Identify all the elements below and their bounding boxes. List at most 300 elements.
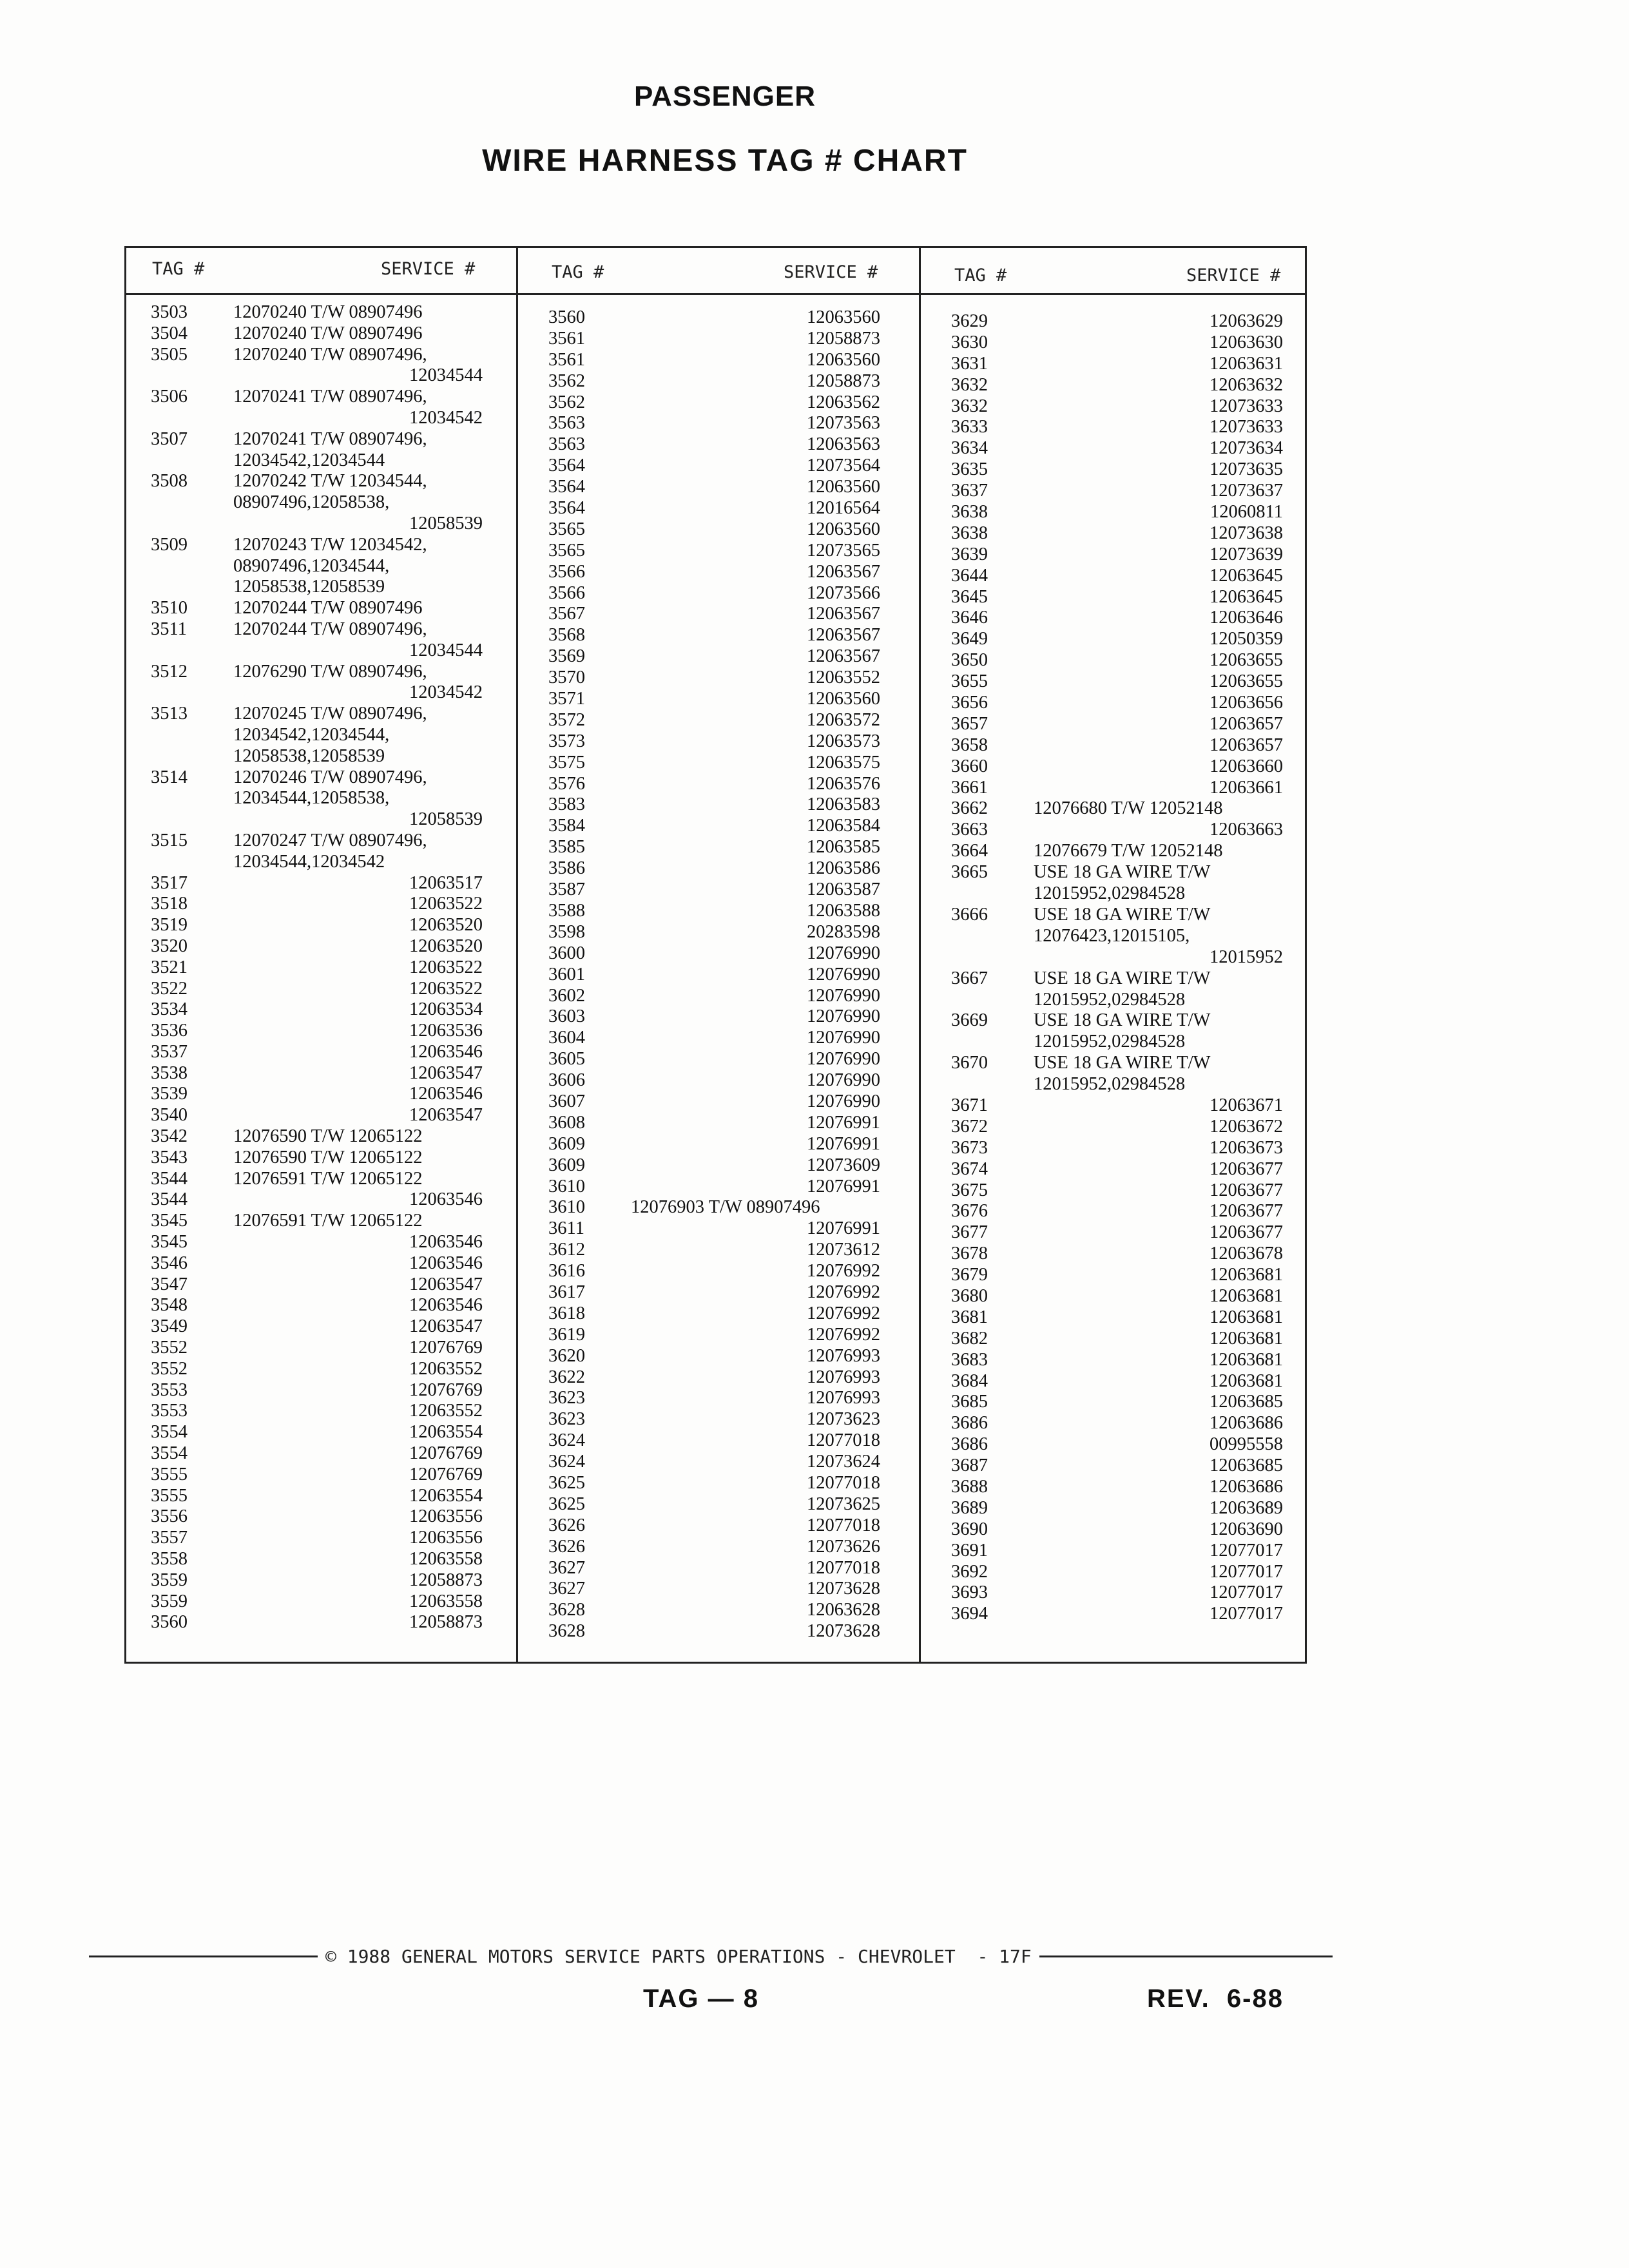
tag-number xyxy=(151,640,233,662)
service-number: 12077018 xyxy=(807,1515,880,1535)
tag-number: 3610 xyxy=(548,1176,585,1196)
table-row xyxy=(951,1519,1283,1541)
service-number: 12076992 xyxy=(807,1324,880,1345)
table-row xyxy=(951,1434,1283,1456)
service-number: 12063677 xyxy=(1210,1180,1283,1200)
service-number: 12050359 xyxy=(1210,629,1283,649)
tag-number: 3663 xyxy=(951,820,988,840)
tag-number: 3552 xyxy=(151,1358,188,1379)
tag-number: 3554 xyxy=(151,1422,188,1443)
tag-number: 3553 xyxy=(151,1401,188,1421)
tag-number: 3688 xyxy=(951,1476,988,1497)
tag-number: 3559 xyxy=(151,1570,188,1590)
service-number: 12063681 xyxy=(1210,1328,1283,1349)
tag-number: 3512 xyxy=(151,661,188,682)
table-row xyxy=(151,1148,483,1169)
service-number: 12063689 xyxy=(1210,1497,1283,1518)
table-row xyxy=(548,562,880,583)
service-number: 12034544,12058538, xyxy=(233,788,390,809)
table-row xyxy=(951,1053,1283,1074)
tag-number: 3619 xyxy=(548,1324,585,1345)
tag-number: 3571 xyxy=(548,689,585,709)
service-number: 12070241 T/W 08907496, xyxy=(233,428,427,449)
service-number: 12063681 xyxy=(1210,1285,1283,1306)
service-number: 12063536 xyxy=(409,1021,483,1041)
table-row xyxy=(951,693,1283,714)
table-row xyxy=(151,852,483,873)
table-row xyxy=(151,915,483,936)
tag-number xyxy=(151,450,233,472)
service-number: 12063547 xyxy=(409,1105,483,1126)
table-row xyxy=(951,905,1283,926)
service-number: 12063583 xyxy=(807,794,880,815)
table-row xyxy=(951,375,1283,396)
service-number: 12076990 xyxy=(807,1028,880,1048)
table-row xyxy=(151,1506,483,1528)
table-row xyxy=(951,1159,1283,1180)
table-row xyxy=(951,1117,1283,1138)
service-number: 08907496,12058538, xyxy=(233,492,390,513)
tag-number xyxy=(151,746,233,767)
tag-number: 3612 xyxy=(548,1240,585,1260)
doc-subtitle: WIRE HARNESS TAG # CHART xyxy=(482,144,968,178)
service-number: 12076993 xyxy=(807,1367,880,1387)
tag-number: 3646 xyxy=(951,608,988,628)
tag-number: 3692 xyxy=(951,1561,988,1582)
service-number: 12015952,02984528 xyxy=(1034,1074,1186,1095)
service-number: 12058539 xyxy=(409,809,483,830)
table-row xyxy=(548,1409,880,1430)
tag-number: 3632 xyxy=(951,374,988,395)
table-row xyxy=(951,756,1283,778)
service-number: 12063546 xyxy=(409,1232,483,1253)
table-row xyxy=(548,1621,880,1642)
service-number: 12063672 xyxy=(1210,1116,1283,1137)
table-row xyxy=(151,831,483,852)
tag-number: 3686 xyxy=(951,1413,988,1434)
service-number: 12076991 xyxy=(807,1176,880,1196)
table-row xyxy=(548,1600,880,1621)
service-number: 12073637 xyxy=(1210,481,1283,501)
service-number: 12058873 xyxy=(807,328,880,349)
table-row xyxy=(151,619,483,640)
table-row xyxy=(548,965,880,986)
service-number: 12073628 xyxy=(807,1621,880,1642)
table-row xyxy=(548,858,880,879)
table-row xyxy=(151,1232,483,1253)
service-number: 12063546 xyxy=(409,1041,483,1062)
table-row xyxy=(548,604,880,625)
service-number: 00995558 xyxy=(1210,1434,1283,1455)
tag-number: 3503 xyxy=(151,302,188,322)
service-number: 12063632 xyxy=(1210,374,1283,395)
table-row xyxy=(548,1558,880,1579)
service-number: 12070240 T/W 08907496 xyxy=(233,323,423,343)
table-row xyxy=(548,816,880,837)
service-number: USE 18 GA WIRE T/W xyxy=(1034,968,1211,988)
table-row xyxy=(151,725,483,746)
tag-number: 3625 xyxy=(548,1472,585,1493)
tag-number: 3566 xyxy=(548,561,585,582)
table-row xyxy=(548,392,880,414)
service-number: 12063685 xyxy=(1210,1392,1283,1412)
service-number: 12058873 xyxy=(409,1570,483,1590)
table-row xyxy=(548,731,880,753)
table-row xyxy=(951,1095,1283,1117)
table-row xyxy=(951,608,1283,629)
service-number: 12073634 xyxy=(1210,438,1283,459)
service-number: 12063567 xyxy=(807,561,880,582)
service-number: 12063522 xyxy=(409,894,483,914)
table-row xyxy=(548,329,880,350)
table-row xyxy=(151,746,483,767)
table-row xyxy=(548,498,880,519)
table-row xyxy=(548,879,880,901)
table-row xyxy=(951,671,1283,693)
table-row xyxy=(151,556,483,577)
tag-number: 3673 xyxy=(951,1137,988,1158)
service-number: 12063677 xyxy=(1210,1222,1283,1243)
table-row xyxy=(548,1367,880,1389)
tag-number: 3585 xyxy=(548,837,585,858)
tag-number: 3691 xyxy=(951,1540,988,1561)
service-number: USE 18 GA WIRE T/W xyxy=(1034,862,1211,883)
tag-number: 3604 xyxy=(548,1028,585,1048)
tag-number: 3521 xyxy=(151,957,188,977)
tag-number: 3522 xyxy=(151,978,188,999)
service-number: 12034544,12034542 xyxy=(233,851,385,872)
tag-number: 3609 xyxy=(548,1133,585,1154)
tag-number: 3572 xyxy=(548,709,585,730)
tag-number: 3508 xyxy=(151,471,188,492)
service-number: 12034542,12034544, xyxy=(233,724,390,745)
tag-number: 3623 xyxy=(548,1388,585,1408)
tag-number: 3611 xyxy=(548,1218,584,1239)
tag-number: 3584 xyxy=(548,816,585,836)
service-number: 12076992 xyxy=(807,1282,880,1302)
revision: REV. 6-88 xyxy=(1147,1984,1284,2013)
col3-service-header: SERVICE # xyxy=(1186,265,1281,285)
service-number: 12063681 xyxy=(1210,1307,1283,1327)
tag-number: 3504 xyxy=(151,323,188,343)
table-row xyxy=(951,1456,1283,1477)
table-row xyxy=(548,1197,880,1218)
tag-number: 3507 xyxy=(151,428,188,449)
tag-number: 3560 xyxy=(548,307,585,327)
service-number: 12063678 xyxy=(1210,1244,1283,1264)
table-row xyxy=(548,689,880,710)
table-row xyxy=(951,566,1283,587)
service-number: 12063677 xyxy=(1210,1158,1283,1179)
service-number: 12063563 xyxy=(807,434,880,455)
tag-number: 3635 xyxy=(951,459,988,480)
service-number: 12015952,02984528 xyxy=(1034,989,1186,1010)
table-row xyxy=(951,735,1283,756)
tag-number: 3546 xyxy=(151,1253,188,1273)
service-number: 12076590 T/W 12065122 xyxy=(233,1147,423,1168)
tag-number: 3666 xyxy=(951,904,988,925)
tag-number: 3677 xyxy=(951,1222,988,1243)
table-row xyxy=(548,1303,880,1325)
service-number: 12063686 xyxy=(1210,1476,1283,1497)
service-number: 12063552 xyxy=(807,668,880,688)
tag-number: 3626 xyxy=(548,1536,585,1557)
col1-tag-header: TAG # xyxy=(152,259,205,279)
tag-number: 3678 xyxy=(951,1244,988,1264)
tag-number: 3660 xyxy=(951,756,988,776)
table-row xyxy=(548,1537,880,1558)
service-number: 12058538,12058539 xyxy=(233,745,385,766)
service-number: 12063575 xyxy=(807,752,880,773)
table-row xyxy=(548,625,880,646)
tag-number xyxy=(151,682,233,704)
tag-number: 3602 xyxy=(548,985,585,1006)
table-row xyxy=(151,788,483,809)
table-row xyxy=(951,311,1283,332)
table-row xyxy=(548,986,880,1007)
tag-number: 3693 xyxy=(951,1582,988,1603)
tag-number: 3511 xyxy=(151,619,187,639)
service-number: 12076990 xyxy=(807,1091,880,1111)
service-number: 12076769 xyxy=(409,1443,483,1464)
service-number: 12063547 xyxy=(409,1274,483,1294)
service-number: 12063520 xyxy=(409,936,483,956)
table-row xyxy=(151,1338,483,1359)
service-number: 12076591 T/W 12065122 xyxy=(233,1211,423,1231)
table-row xyxy=(951,1541,1283,1562)
tag-number: 3628 xyxy=(548,1600,585,1620)
tag-number: 3609 xyxy=(548,1155,585,1175)
service-number: 12063546 xyxy=(409,1189,483,1210)
table-row xyxy=(151,767,483,789)
tag-number: 3553 xyxy=(151,1379,188,1400)
service-number: 12070244 T/W 08907496, xyxy=(233,619,427,639)
table-row xyxy=(951,417,1283,438)
table-row xyxy=(151,1401,483,1422)
service-number: 12076903 T/W 08907496 xyxy=(631,1197,820,1218)
tag-number: 3549 xyxy=(151,1316,188,1337)
tag-number: 3687 xyxy=(951,1456,988,1476)
table-row xyxy=(548,1113,880,1134)
service-number: 12015952,02984528 xyxy=(1034,1032,1186,1052)
tag-number: 3644 xyxy=(951,565,988,586)
service-number: 12063558 xyxy=(409,1549,483,1570)
tag-number: 3685 xyxy=(951,1392,988,1412)
tag-number: 3534 xyxy=(151,999,188,1020)
tag-number: 3555 xyxy=(151,1485,188,1506)
column-3 xyxy=(951,311,1283,1625)
tag-number: 3513 xyxy=(151,704,188,724)
table-row xyxy=(151,1169,483,1190)
table-row xyxy=(951,883,1283,905)
tag-number: 3538 xyxy=(151,1062,188,1083)
service-number: 12076990 xyxy=(807,943,880,963)
table-row xyxy=(548,1346,880,1367)
service-number: 12076423,12015105, xyxy=(1034,925,1190,946)
tag-number xyxy=(951,1032,1034,1053)
table-row xyxy=(548,371,880,392)
tag-number: 3505 xyxy=(151,344,188,365)
table-row xyxy=(151,704,483,725)
service-number: 12073639 xyxy=(1210,544,1283,564)
service-number: 12063588 xyxy=(807,900,880,921)
table-row xyxy=(548,541,880,562)
table-row xyxy=(548,774,880,795)
table-row xyxy=(151,682,483,704)
table-row xyxy=(151,345,483,366)
table-row xyxy=(951,1392,1283,1413)
service-number: 12063517 xyxy=(409,872,483,893)
table-row xyxy=(951,926,1283,947)
service-number: 12076591 T/W 12065122 xyxy=(233,1168,423,1189)
tag-number: 3624 xyxy=(548,1452,585,1472)
tag-number: 3681 xyxy=(951,1307,988,1327)
service-number: 12076990 xyxy=(807,1070,880,1091)
table-row xyxy=(951,629,1283,650)
tag-number: 3645 xyxy=(951,586,988,607)
service-number: 12073564 xyxy=(807,456,880,476)
tag-number: 3575 xyxy=(548,752,585,773)
service-number: 12076991 xyxy=(807,1112,880,1133)
table-row xyxy=(951,1413,1283,1434)
table-row xyxy=(548,413,880,434)
service-number: 12077018 xyxy=(807,1472,880,1493)
table-row xyxy=(951,481,1283,502)
tag-number: 3629 xyxy=(951,311,988,331)
table-row xyxy=(951,1371,1283,1392)
tag-number: 3617 xyxy=(548,1282,585,1302)
service-number: 12077018 xyxy=(807,1557,880,1578)
tag-number: 3517 xyxy=(151,872,188,893)
service-number: 12076990 xyxy=(807,964,880,985)
tag-number xyxy=(151,577,233,598)
service-number: 12016564 xyxy=(807,498,880,519)
table-row xyxy=(151,598,483,619)
table-row xyxy=(548,583,880,604)
tag-number: 3689 xyxy=(951,1497,988,1518)
service-number: 12076991 xyxy=(807,1133,880,1154)
table-row xyxy=(951,714,1283,735)
service-number: 12073624 xyxy=(807,1452,880,1472)
tag-number: 3674 xyxy=(951,1158,988,1179)
service-number: 12063681 xyxy=(1210,1349,1283,1370)
service-number: 12076679 T/W 12052148 xyxy=(1034,841,1223,861)
table-row xyxy=(951,841,1283,862)
service-number: 12070247 T/W 08907496, xyxy=(233,830,427,850)
tag-chart-table xyxy=(124,246,1307,1664)
service-number: 12063520 xyxy=(409,915,483,936)
table-row xyxy=(548,668,880,689)
table-row xyxy=(548,794,880,816)
table-row xyxy=(951,798,1283,820)
tag-number: 3568 xyxy=(548,625,585,646)
tag-number: 3665 xyxy=(951,862,988,883)
service-number: 12058873 xyxy=(807,370,880,391)
service-number: 12034544 xyxy=(409,365,483,386)
service-number: 12077017 xyxy=(1210,1604,1283,1624)
service-number: 12073563 xyxy=(807,413,880,434)
tag-number: 3514 xyxy=(151,767,188,787)
footer-rule-left xyxy=(89,1956,318,1957)
service-number: 12063673 xyxy=(1210,1137,1283,1158)
service-number: 12063631 xyxy=(1210,353,1283,374)
table-row xyxy=(151,936,483,957)
table-row xyxy=(151,1126,483,1148)
table-row xyxy=(951,1562,1283,1583)
service-number: 12073565 xyxy=(807,540,880,561)
table-row xyxy=(951,968,1283,990)
service-number: 20283598 xyxy=(807,921,880,942)
service-number: 12063572 xyxy=(807,709,880,730)
tag-number: 3676 xyxy=(951,1201,988,1222)
tag-number xyxy=(151,365,233,387)
service-number: 12063646 xyxy=(1210,608,1283,628)
table-row xyxy=(548,1240,880,1261)
tag-number: 3563 xyxy=(548,413,585,434)
service-number: 12063656 xyxy=(1210,693,1283,713)
table-row xyxy=(151,1021,483,1042)
table-row xyxy=(151,1549,483,1570)
table-row xyxy=(548,1028,880,1049)
tag-number: 3562 xyxy=(548,392,585,412)
tag-number: 3675 xyxy=(951,1180,988,1200)
service-number: USE 18 GA WIRE T/W xyxy=(1034,1010,1211,1031)
tag-number: 3544 xyxy=(151,1168,188,1189)
service-number: USE 18 GA WIRE T/W xyxy=(1034,1053,1211,1073)
service-number: 12063552 xyxy=(409,1401,483,1421)
tag-number: 3564 xyxy=(548,456,585,476)
table-row xyxy=(151,408,483,429)
table-row xyxy=(151,1211,483,1232)
table-row xyxy=(151,1105,483,1126)
service-number: 12063661 xyxy=(1210,777,1283,798)
service-number: 12063660 xyxy=(1210,756,1283,776)
service-number: 12063663 xyxy=(1210,820,1283,840)
tag-number: 3606 xyxy=(548,1070,585,1091)
service-number: 12034542,12034544 xyxy=(233,450,385,470)
doc-title: PASSENGER xyxy=(633,81,816,112)
col1-service-header: SERVICE # xyxy=(381,259,476,279)
tag-number: 3570 xyxy=(548,668,585,688)
table-row xyxy=(951,778,1283,799)
tag-number: 3667 xyxy=(951,968,988,988)
table-row xyxy=(951,1201,1283,1222)
service-number: 12063567 xyxy=(807,604,880,624)
tag-number: 3634 xyxy=(951,438,988,459)
service-number: USE 18 GA WIRE T/W xyxy=(1034,904,1211,925)
table-row xyxy=(151,894,483,915)
tag-number: 3518 xyxy=(151,894,188,914)
tag-number: 3569 xyxy=(548,646,585,667)
tag-number: 3628 xyxy=(548,1621,585,1642)
service-number: 12076769 xyxy=(409,1338,483,1358)
tag-number: 3542 xyxy=(151,1126,188,1147)
service-number: 12063556 xyxy=(409,1528,483,1548)
table-row xyxy=(151,1042,483,1063)
table-row xyxy=(548,1177,880,1198)
service-number: 12063681 xyxy=(1210,1265,1283,1285)
tag-number: 3540 xyxy=(151,1105,188,1126)
tag-number xyxy=(151,556,233,577)
service-number: 12063562 xyxy=(807,392,880,412)
tag-number: 3625 xyxy=(548,1494,585,1514)
tag-number: 3639 xyxy=(951,544,988,564)
table-row xyxy=(151,1189,483,1211)
tag-number: 3548 xyxy=(151,1295,188,1316)
table-row xyxy=(151,1063,483,1084)
table-row xyxy=(548,1430,880,1452)
tag-number: 3679 xyxy=(951,1265,988,1285)
